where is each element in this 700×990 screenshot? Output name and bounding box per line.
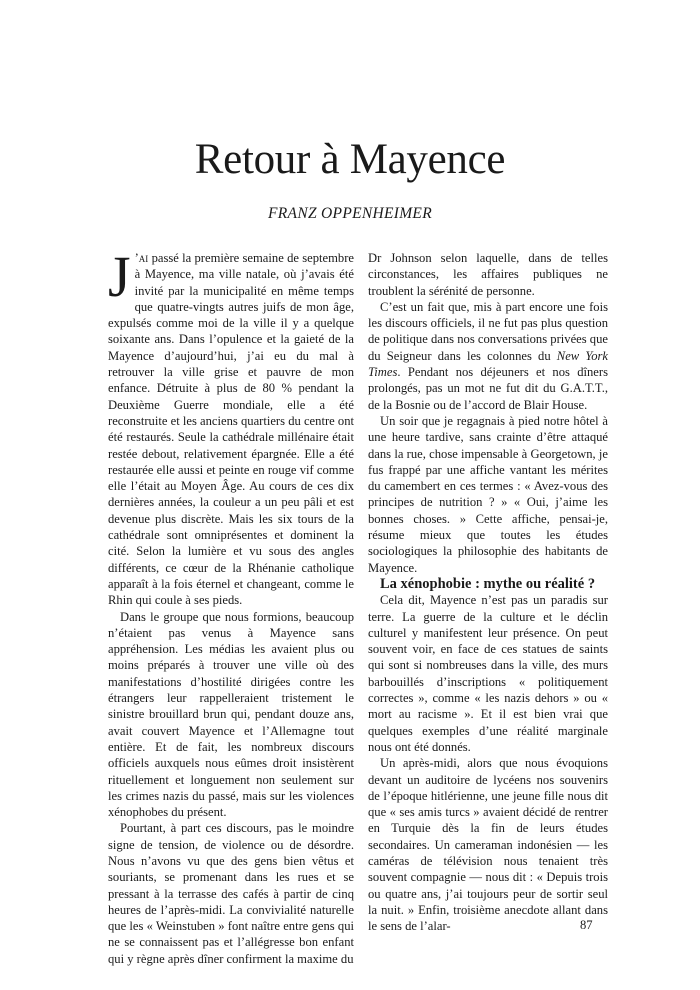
left-column	[108, 244, 354, 967]
paragraph	[368, 299, 608, 413]
paragraph-text: passé la première semaine de septembre à Mayence, ma ville natale, où j’avais été invité par la municipalité en même temps que quatre-vingts autres juifs de mon âge, expulsés comme moi de la ville il y a quelque soixante ans. Dans l’opulence et la gaieté de la Mayence d’aujourd’hui, j’ai eu du mal à retrouver la ville grise et pauvre de mon enfance. Détruite à plus de 80 % pendant la Deuxième Guerre mondiale, elle a été reconstruite et les anciens quartiers du centre ont été restaurés. Seule la cathédrale millénaire était restée debout, relativement épargnée. Elle a été restaurée elle aussi et peinte en rouge vif comme elle l’était au Moyen Âge. Au cours de ces dix dernières années, la couleur a un peu pâli et est devenue plus discrète. Mais les six tours de la cathédrale sont omniprésentes et dominent la cité. Selon la lumière et vu sous des angles différents, ce cœur de la Rhénanie catholique apparaît à la fois éternel et changeant, comme le Rhin qui coule à ses pieds.	[108, 251, 354, 608]
paragraph: Dr Johnson selon laquelle, dans de telles circonstances, les affaires publiques ne troublent la sérénité de personne.	[368, 251, 608, 298]
article-author: FRANZ OPPENHEIMER	[268, 205, 432, 222]
paragraph	[108, 244, 354, 609]
paragraph-text: . Pendant nos déjeuners et nos dîners prolongés, pas un mot ne fut dit du G.A.T.T., de la Bosnie ou de l’accord de Blair House.	[368, 365, 608, 412]
paragraph: Pourtant, à part ces discours, pas le moindre signe de tension, de violence ou de désordre. Nous n’avons vu que des gens bien vêtus et souriants, se promenant dans les rues et se pressant à la terrasse des cafés à partir de cinq heures de l’après-midi. La convivialité naturelle que les « Weinstuben » font naître entre gens qui ne se connaissent pas et l’allégresse bon enfant qui y règne après dîner confirment la maxime du	[108, 821, 354, 966]
paragraph: Un après-midi, alors que nous évoquions devant un auditoire de lycéens nos souvenirs de l’époque hitlérienne, une jeune fille nous dit que « ses amis turcs » avaient décidé de rentrer en Turquie dès la fin de leurs études secondaires. Un cameraman indonésien — les caméras de télévision nous tenaient très souvent compagnie — nous dit : « Depuis trois ou quatre ans, j’ai toujours peur de sortir seul la nuit. » Enfin, troisième anecdote allant dans le sens de l’alar-	[368, 756, 608, 934]
section-heading: La xénophobie : mythe ou réalité ?	[380, 575, 596, 592]
paragraph-text: C’est un fait que, mis à part encore une fois les discours officiels, il ne fut pas plus question de politique dans nos conversations privées que du Seigneur dans les colonnes du	[368, 299, 608, 363]
right-column	[368, 250, 608, 934]
paragraph: Dans le groupe que nous formions, beaucoup n’étaient pas venus à Mayence sans appréhension. Les médias les avaient plus ou moins préparés à trouver une ville où des manifestations d’hostilité dirigées contre les étrangers leur rappelleraient tristement le sinistre brouillard brun qui, pendant douze ans, avait couvert Mayence et l’Allemagne tout entière. Et de fait, les nombreux discours officiels auxquels nous eûmes droit insistèrent rituellement et longuement non seulement sur les crimes nazis du passé, mais sur les violences xénophobes du présent.	[108, 609, 354, 820]
page-number: 87	[580, 918, 593, 932]
drop-cap: J	[108, 244, 131, 309]
paragraph: Cela dit, Mayence n’est pas un paradis sur terre. La guerre de la culture et le déclin culturel y manifestent leur présence. On peut souvent voir, en face de ces statues de saints qui sont si nombreuses dans la ville, des murs barbouillés d’inscriptions « politiquement correctes », comme « les nazis dehors » ou « mort au racisme ». Et il est bien vrai que quelques exemples d’une réalité marginale nous ont été donnés.	[368, 593, 608, 754]
article-title: Retour à Mayence	[194, 136, 506, 183]
paragraph: Un soir que je regagnais à pied notre hôtel à une heure tardive, sans crainte d’être attaqué dans la rue, chose impensable à Georgetown, je fus frappé par une affiche vantant les mérites du camembert en ces termes : « Avez-vous des principes de nutrition ? » « Oui, j’aime les bonnes choses. » Cette affiche, pensai-je, résume mieux que toutes les études sociologiques la philosophie des habitants de Mayence.	[368, 413, 608, 575]
newspaper-title: New York Times	[368, 348, 608, 380]
lead-small-caps: ’ai	[134, 251, 149, 265]
